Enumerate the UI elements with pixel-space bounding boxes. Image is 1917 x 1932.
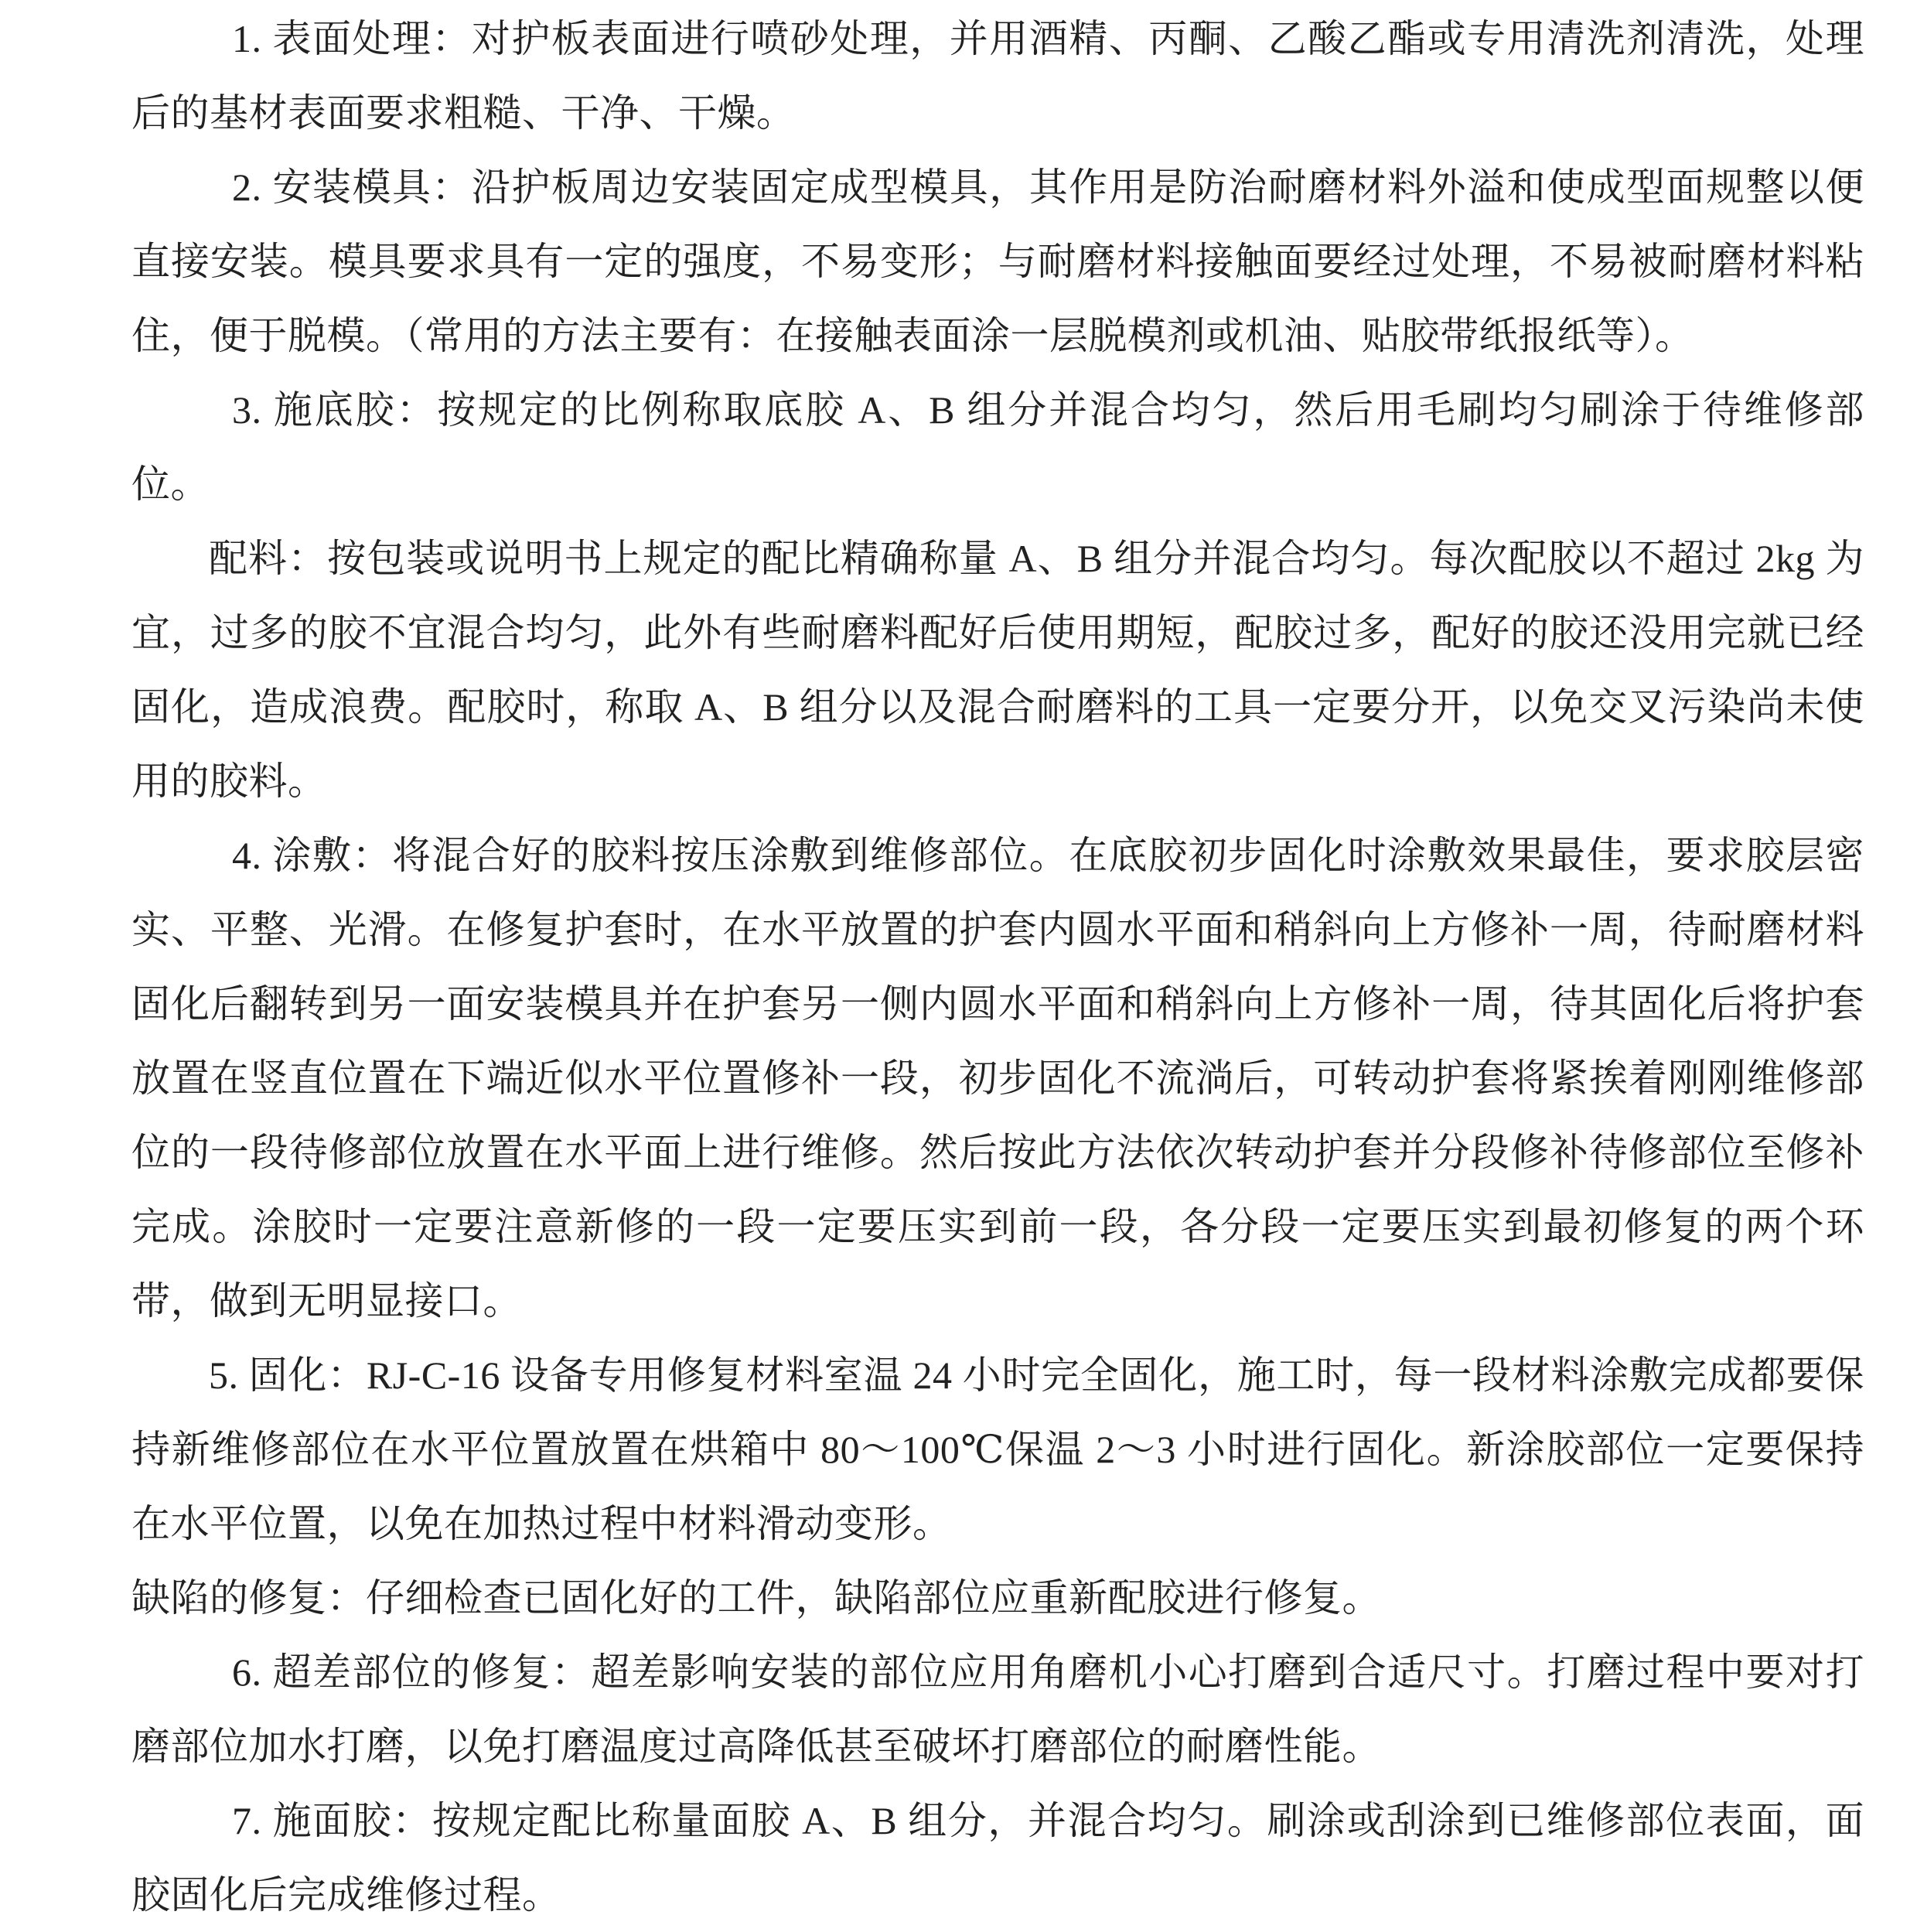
step-1-surface-treatment: 1. 表面处理：对护板表面进行喷砂处理，并用酒精、丙酮、乙酸乙酯或专用清洗剂清洗，处理后的基材表面要求粗糙、干净、干燥。 [131, 17, 1864, 135]
mixing-note: 配料：按包装或说明书上规定的配比精确称量 A、B 组分并混合均匀。每次配胶以不超过 2kg 为宜，过多的胶不宜混合均匀，此外有些耐磨料配好后使用期短，配胶过多，配好的胶还没用完就已经固化，造成浪费。配胶时，称取 A、B 组分以及混合耐磨料的工具一定要分开，以免交叉污染尚未使用的胶料。 [131, 537, 1864, 803]
step-2-install-mold: 2. 安装模具：沿护板周边安装固定成型模具，其作用是防治耐磨材料外溢和使成型面规整以便直接安装。模具要求具有一定的强度，不易变形；与耐磨材料接触面要经过处理，不易被耐磨材料粘住，便于脱模。（常用的方法主要有：在接触表面涂一层脱模剂或机油、贴胶带纸报纸等）。 [131, 166, 1864, 357]
step-4-apply-coating: 4. 涂敷：将混合好的胶料按压涂敷到维修部位。在底胶初步固化时涂敷效果最佳，要求胶层密实、平整、光滑。在修复护套时，在水平放置的护套内圆水平面和稍斜向上方修补一周，待耐磨材料固化后翻转到另一面安装模具并在护套另一侧内圆水平面和稍斜向上方修补一周，待其固化后将护套放置在竖直位置在下端近似水平位置修补一段，初步固化不流淌后，可转动护套将紧挨着刚刚维修部位的一段待修部位放置在水平面上进行维修。然后按此方法依次转动护套并分段修补待修部位至修补完成。涂胶时一定要注意新修的一段一定要压实到前一段，各分段一定要压实到最初修复的两个环带，做到无明显接口。 [131, 834, 1864, 1323]
step-6-out-of-tolerance-repair: 6. 超差部位的修复：超差影响安装的部位应用角磨机小心打磨到合适尺寸。打磨过程中要对打磨部位加水打磨，以免打磨温度过高降低甚至破坏打磨部位的耐磨性能。 [131, 1650, 1864, 1768]
step-7-apply-topcoat: 7. 施面胶：按规定配比称量面胶 A、B 组分，并混合均匀。刷涂或刮涂到已维修部位表面，面胶固化后完成维修过程。 [131, 1799, 1864, 1917]
step-5-curing: 5. 固化：RJ-C-16 设备专用修复材料室温 24 小时完全固化，施工时，每一段材料涂敷完成都要保持新维修部位在水平位置放置在烘箱中 80～100℃保温 2～3 小时进行固化。新涂胶部位一定要保持在水平位置，以免在加热过程中材料滑动变形。 [131, 1353, 1864, 1545]
step-3-apply-primer: 3. 施底胶：按规定的比例称取底胶 A、B 组分并混合均匀，然后用毛刷均匀刷涂于待维修部位。 [131, 388, 1864, 506]
document-body [131, 2, 1864, 1932]
defect-repair-note: 缺陷的修复：仔细检查已固化好的工件，缺陷部位应重新配胶进行修复。 [131, 1576, 1381, 1620]
